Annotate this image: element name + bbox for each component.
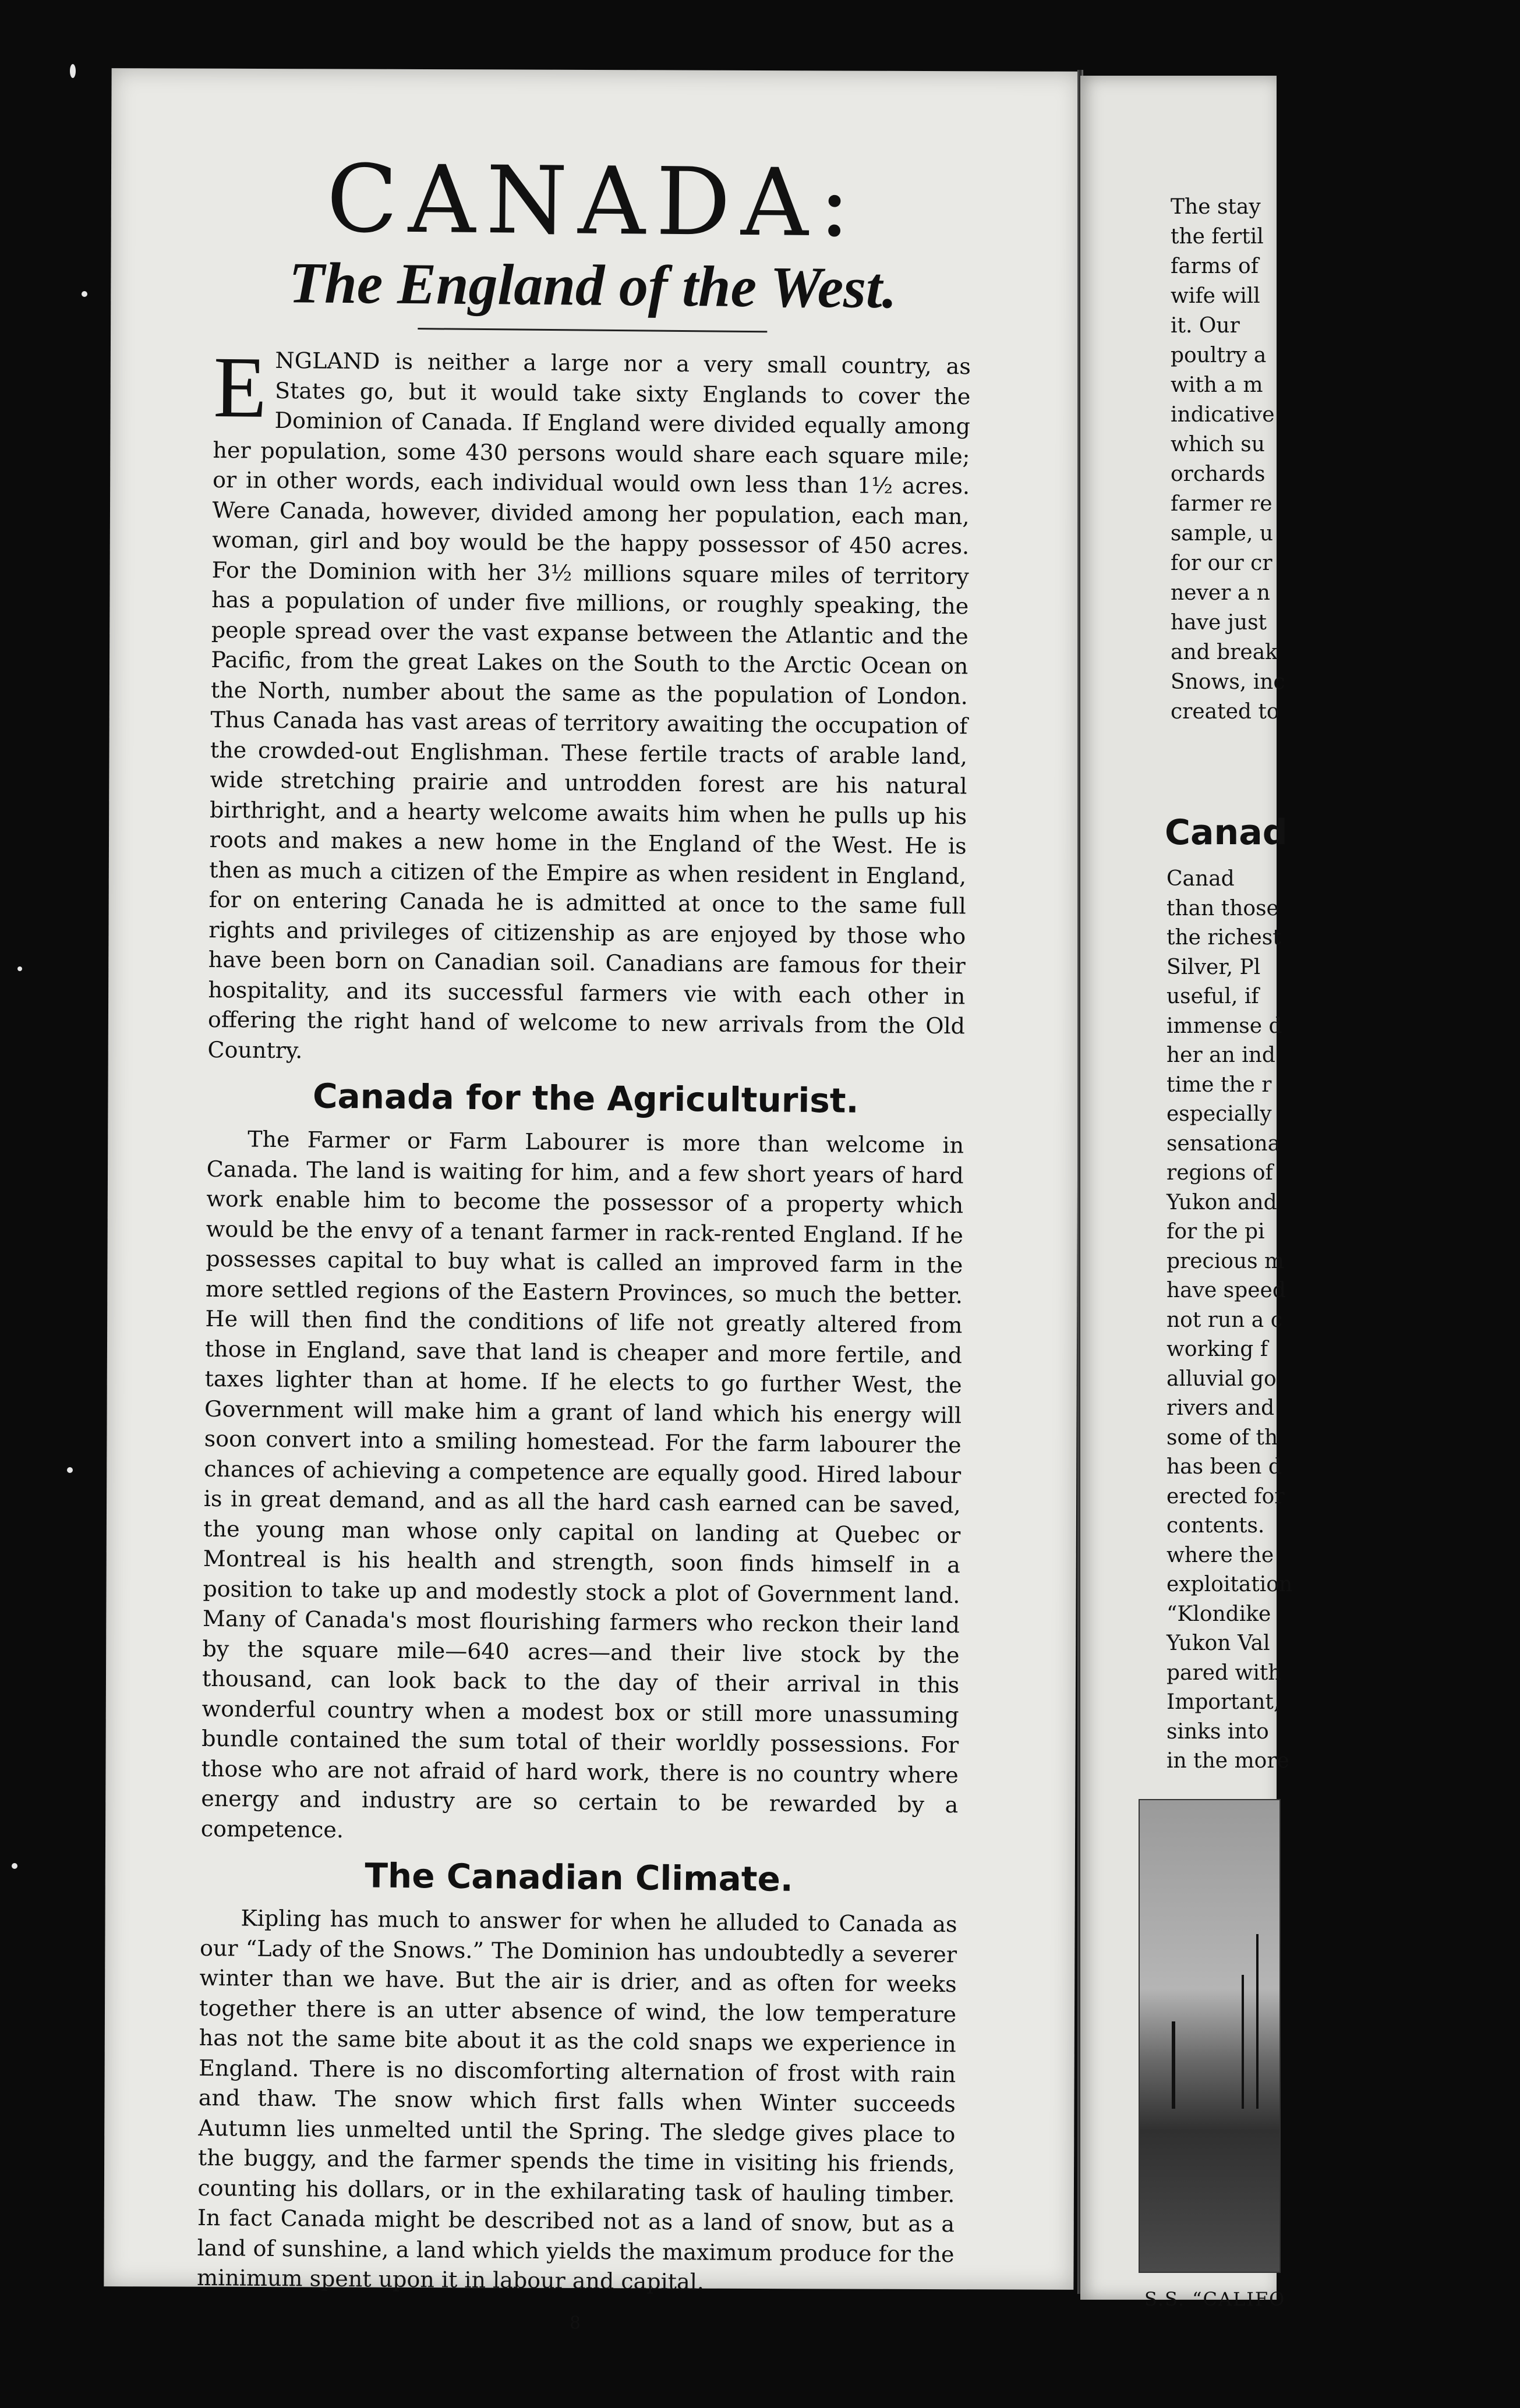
page-number: 8 [569,2312,581,2333]
right-column-line: the richest [1166,926,1281,950]
right-column-line: poultry a [1171,344,1267,367]
intro-text: NGLAND is neither a large nor a very small country, as States go, but it would take sixty Englands to cover the Dominion of Canada. If England were divided equally among her population, some 430 persons would share each square mile; or in other words, each individual would own less than 1½ acres. Were Canada, however, divided among her population, each man, woman, girl and boy would be the happy possessor of 450 acres. For the Dominion with her 3½ millions square miles of territory has a population of under five millions, or roughly speaking, the people spread over the vast expanse between the Atlantic and the Pacific, from the great Lakes on the South to the Arctic Ocean on the North, number about the same as the population of London. Thus Canada has vast areas of territory awaiting the occupation of the crowded-out Englishman. These fertile tracts of arable land, wide stretching prairie and untrodden forest are his natural birthright, and a hearty welcome awaits him when he pulls up his roots and makes a new home in the England of the West. He is then as much a citizen of the Empire as when resident in England, for on entering Canada he is admitted at once to the same full rights and privileges of citizenship as are enjoyed by those who have been born on Canadian soil. Canadians are famous for their hospitality, and its successful farmers vie with each other in offering the right hand of welcome to new arrivals from the Old Country. [207,347,971,1063]
right-column-line: regions of [1166,1161,1273,1185]
right-column-top [1171,192,1520,727]
right-column-line: “Klondike [1166,1602,1271,1626]
dust-speck [12,1863,17,1869]
right-column-line: than those [1166,896,1279,920]
right-column-line: Silver, Pl [1166,955,1261,979]
right-column-line: useful, if [1166,985,1259,1008]
drop-cap: E [213,338,267,436]
right-column-line: have just [1171,611,1267,635]
right-column-line: created to [1171,700,1279,724]
right-column-line: farmer re [1171,492,1272,516]
photo-caption: S.S. “CALIFO [1144,2288,1286,2310]
right-column-line: her an ind [1166,1043,1275,1067]
right-column-line: indicative [1171,403,1275,427]
right-column-line: time the r [1166,1072,1272,1097]
climate-paragraph: Kipling has much to answer for when he alluded to Canada as our “Lady of the Snows.” The Dominion has undoubtedly a severer winter than we have. But the air is drier, and as often for weeks together there is an utter absence of wind, the low temperature has not the same bite about it as the cold snaps we experience in England. There is no discomforting alternation of frost with rain and thaw. The snow which first falls when Winter succeeds Autumn lies unmelted until the Spring. The sledge gives place to the buggy, and the farmer spends the time in visiting his friends, counting his dollars, or in the exhilarating task of hauling timber. In fact Canada might be described not as a land of snow, but as a land of sunshine, a land which yields the maximum produce for the minimum spent upon it in labour and capital. [196,1905,957,2295]
right-column-line: Yukon and [1166,1190,1277,1214]
right-column-line: precious m [1166,1249,1285,1273]
right-column-line: farms of [1171,254,1259,278]
right-column-line: wife will [1171,284,1260,308]
section-heading-climate: The Canadian Climate. [365,1855,794,1899]
right-column-line: contents. [1166,1514,1265,1538]
right-column-line: the fertil [1171,225,1264,249]
right-column-line: and break [1171,640,1278,664]
dust-speck [82,291,87,297]
right-column-line: in the more [1166,1749,1289,1773]
right-column-line: working f [1166,1337,1268,1361]
title-divider [418,328,767,332]
right-column-line: exploitation [1166,1573,1293,1596]
right-column-line: not run a c [1166,1308,1282,1332]
dust-speck [67,1467,73,1473]
right-column-line: Yukon Val [1166,1631,1270,1655]
right-column-line: sinks into [1166,1719,1269,1744]
dust-speck [17,966,22,971]
ship-photo [1139,1799,1281,2273]
right-column-line: some of th [1166,1425,1278,1450]
right-column-line: orchards [1171,462,1266,486]
right-column-line: rivers and [1166,1396,1275,1420]
right-page [1080,76,1293,2310]
page-subtitle: The England of the West. [288,250,897,321]
section-heading-agriculturist: Canada for the Agriculturist. [312,1076,859,1121]
right-column-line: pared with [1166,1660,1282,1685]
right-column-line: Important, [1166,1690,1281,1714]
right-column-line: Snows, inc [1171,670,1285,694]
right-column-line: has been d [1166,1455,1282,1479]
intro-paragraph [207,338,971,1071]
right-column-line: erected for [1166,1484,1285,1508]
right-column-line: for our cr [1171,551,1272,575]
right-column-line: The stay [1171,195,1261,219]
right-column-bottom [1166,865,1516,1776]
right-column-line: especially [1166,1102,1272,1126]
right-column-line: alluvial go [1166,1366,1277,1391]
right-column-line: Canad [1166,867,1235,891]
right-column-line: immense d [1166,1014,1282,1038]
right-column-line: where the [1166,1543,1274,1567]
page-title: CANADA: [326,144,861,258]
right-column-line: it. Our [1171,314,1240,338]
agriculturist-paragraph: The Farmer or Farm Labourer is more than welcome in Canada. The land is waiting for him, and a few short years of hard work enable him to become the possessor of a property which would be the envy of a tenant farmer in rack-rented England. If he possesses capital to buy what is called an improved farm in the more settled regions of the Eastern Provinces, so much the better. He will then find the conditions of life not greatly altered from those in England, save that land is cheaper and more fertile, and taxes lighter than at home. If he elects to go further West, the Government will make him a grant of land which his energy will soon convert into a smiling homestead. For the farm labourer the chances of achieving a competence are equally good. Hired labour is in great demand, and as all the hard cash earned can be saved, the young man whose only capital on landing at Quebec or Montreal is his health and strength, soon finds himself in a position to take up and modestly stock a plot of Government land. Many of Canada's most flourishing farmers who reckon their land by the square mile—640 acres—and their live stock by the thousand, can look back to the day of their arrival in this wonderful country when a modest box or still more unassuming bundle contained the sum total of their worldly possessions. For those who are not afraid of hard work, there is no country where energy and industry are so certain to be rewarded by a competence. [200,1126,964,1843]
right-section-heading: Canad [1165,812,1288,853]
dust-speck [70,64,76,78]
right-column-line: sample, u [1171,522,1274,546]
right-column-line: with a m [1171,373,1263,397]
right-column-line: never a n [1171,581,1270,605]
right-column-line: for the pi [1166,1220,1265,1244]
right-column-line: which su [1171,433,1265,456]
right-column-line: have speed [1166,1279,1286,1302]
article [196,144,973,2336]
right-column-line: sensationa [1166,1131,1281,1156]
